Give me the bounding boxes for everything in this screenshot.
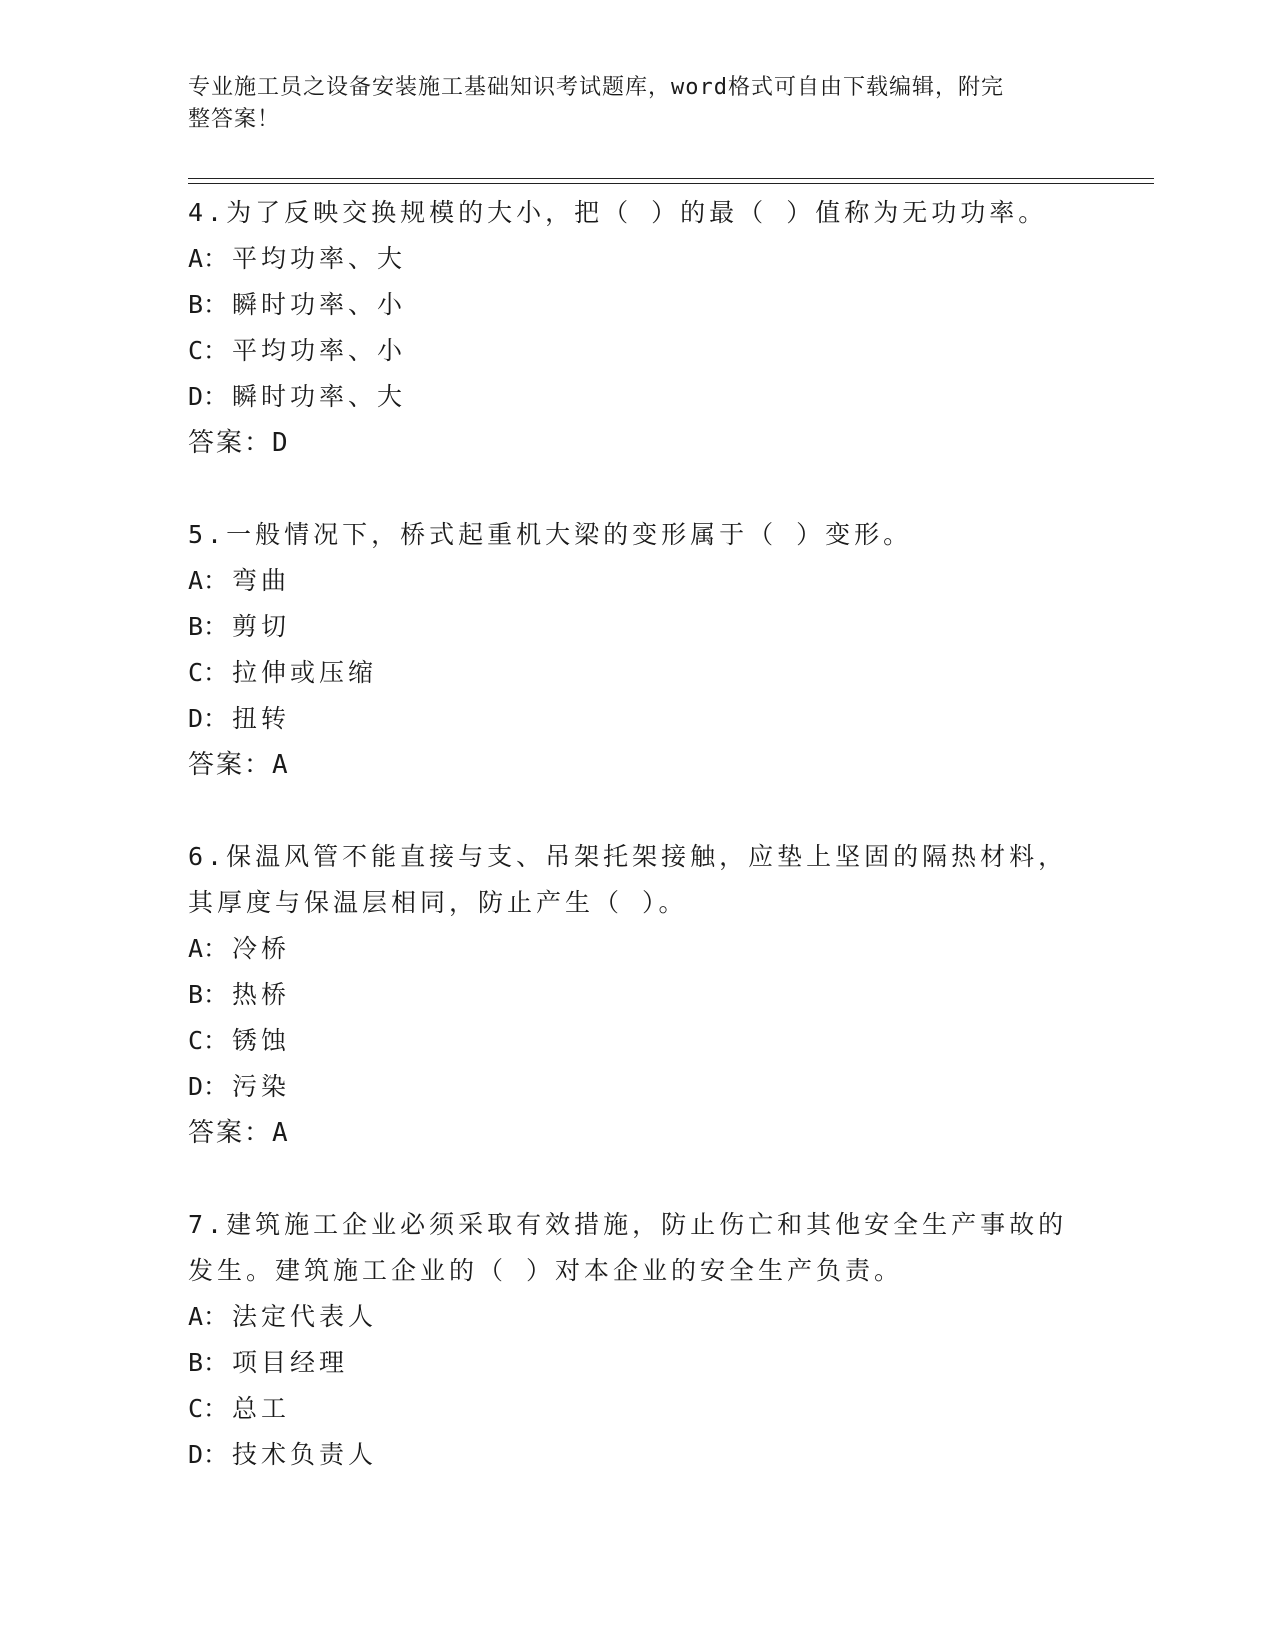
option-letter: D： [188,1440,229,1469]
option-letter: B： [188,612,229,641]
option-text: 剪切 [232,612,291,641]
header-line-1: 专业施工员之设备安装施工基础知识考试题库，word格式可自由下载编辑，附完 [188,75,1004,100]
question-stem-line: 发生。建筑施工企业的（ ）对本企业的安全生产负责。 [188,1256,904,1285]
option-letter: B： [188,980,229,1009]
question-item [188,512,1068,788]
option-letter: C： [188,1026,229,1055]
option-b [188,604,1068,650]
question-stem-line: 5.一般情况下，桥式起重机大梁的变形属于（ ）变形。 [188,520,913,549]
header-divider-top [188,178,1154,179]
question-stem-line: 7.建筑施工企业必须采取有效措施，防止伤亡和其他安全生产事故的 [188,1210,1068,1239]
question-item [188,1202,1068,1478]
option-letter: C： [188,336,229,365]
document-header [188,72,1078,136]
option-text: 拉伸或压缩 [232,658,378,687]
option-a [188,926,1068,972]
option-text: 瞬时功率、大 [232,382,407,411]
option-b [188,972,1068,1018]
header-line-2: 整答案！ [188,107,281,132]
header-divider-bottom [188,183,1154,184]
option-c [188,1386,1068,1432]
option-letter: B： [188,1348,229,1377]
option-text: 平均功率、大 [232,244,407,273]
option-d [188,1064,1068,1110]
option-c [188,328,1068,374]
option-text: 弯曲 [232,566,291,595]
question-stem-line: 6.保温风管不能直接与支、吊架托架接触，应垫上坚固的隔热材料， [188,842,1068,871]
answer-line: 答案：A [188,750,290,780]
option-b [188,1340,1068,1386]
option-letter: D： [188,382,229,411]
question-list [188,190,1068,1478]
option-text: 锈蚀 [232,1026,291,1055]
option-text: 冷桥 [232,934,291,963]
option-d [188,696,1068,742]
option-a [188,236,1068,282]
question-stem-line: 4.为了反映交换规模的大小，把（ ）的最（ ）值称为无功功率。 [188,198,1048,227]
question-stem-line: 其厚度与保温层相同，防止产生（ ）。 [188,888,688,917]
option-text: 热桥 [232,980,291,1009]
option-a [188,558,1068,604]
option-text: 技术负责人 [232,1440,378,1469]
question-item [188,190,1068,466]
option-c [188,650,1068,696]
option-text: 项目经理 [232,1348,349,1377]
option-letter: A： [188,244,229,273]
option-letter: C： [188,1394,229,1423]
option-text: 法定代表人 [232,1302,378,1331]
option-text: 污染 [232,1072,291,1101]
answer-line: 答案：D [188,428,290,458]
option-letter: A： [188,1302,229,1331]
option-text: 扭转 [232,704,291,733]
option-letter: A： [188,934,229,963]
option-text: 总工 [232,1394,291,1423]
option-letter: B： [188,290,229,319]
option-b [188,282,1068,328]
option-d [188,1432,1068,1478]
option-a [188,1294,1068,1340]
question-item [188,834,1068,1156]
option-d [188,374,1068,420]
option-text: 瞬时功率、小 [232,290,407,319]
option-letter: A： [188,566,229,595]
answer-line: 答案：A [188,1118,290,1148]
option-letter: D： [188,704,229,733]
option-text: 平均功率、小 [232,336,407,365]
option-c [188,1018,1068,1064]
option-letter: C： [188,658,229,687]
option-letter: D： [188,1072,229,1101]
